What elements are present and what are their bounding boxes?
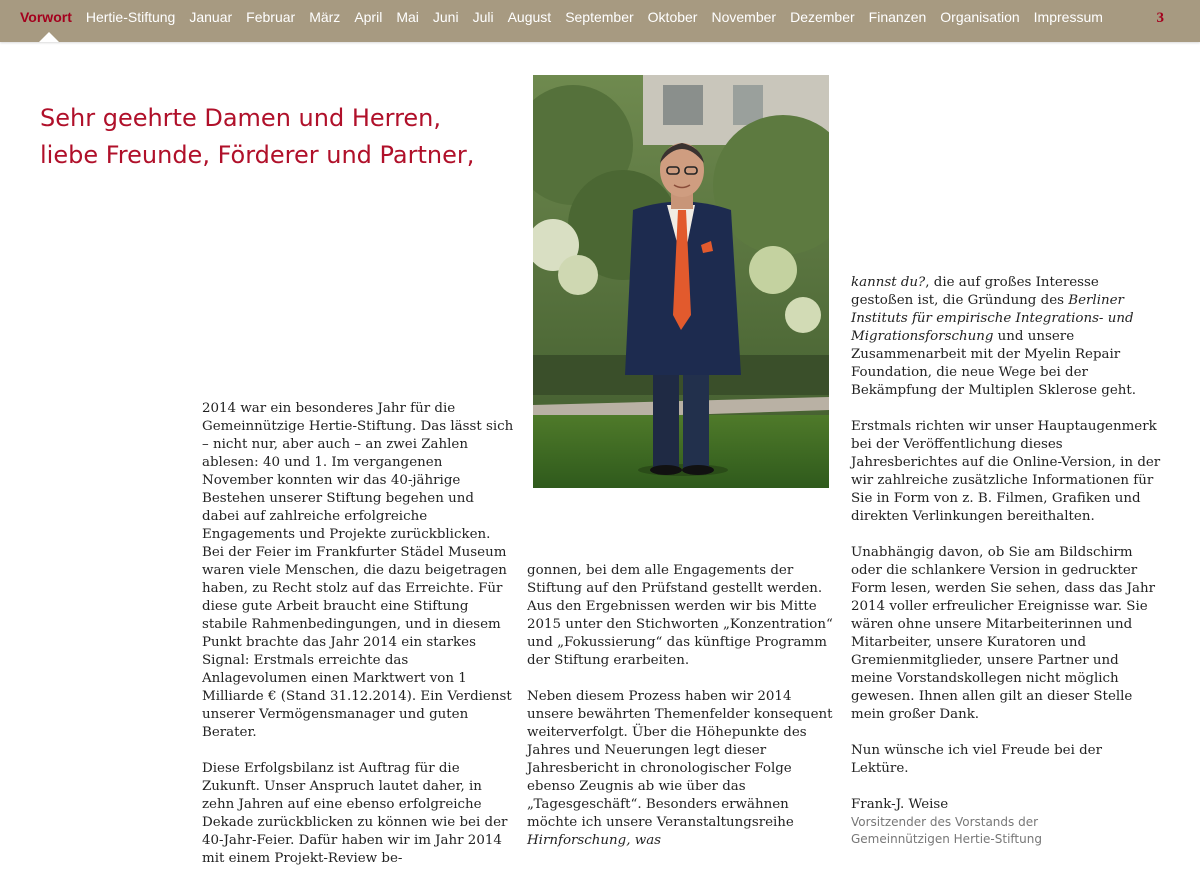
nav-item-impressum[interactable]: Impressum — [1033, 9, 1103, 25]
column2-paragraph-2-text: Neben diesem Prozess haben wir 2014 unsere bewährten Themenfelder konsequent weiterverfolgt. Über die Höhepunkte des Jahres und Neuerungen legt dieser Jahresbericht in chronologischer Folge ebenso Zeugnis ab wie über das „Tagesgeschäft“. Besonders erwähnen möchte ich unsere Veranstaltungsreihe — [527, 689, 833, 830]
portrait-photo — [533, 75, 829, 488]
nav-menu — [20, 0, 1117, 34]
column2-paragraph-2-italic: Hirnforschung, was — [527, 833, 662, 848]
nav-item-organisation[interactable]: Organisation — [940, 9, 1020, 25]
text-column-1 — [202, 400, 514, 886]
nav-item-juli[interactable]: Juli — [472, 9, 494, 25]
text-column-3 — [851, 274, 1163, 866]
column1-paragraph-2: Diese Erfolgsbilanz ist Auftrag für die Zukunft. Unser Anspruch lautet daher, in zehn Jahren auf eine ebenso erfolgreiche Dekade zurückblicken zu können wie bei der 40-Jahr-Feier. Dafür haben wir im Jahr 2014 mit einem Projekt-Review be- — [202, 761, 508, 866]
signature-title-line-2: Gemeinnützigen Hertie-Stiftung — [851, 832, 1042, 846]
column1-paragraph-1: 2014 war ein besonderes Jahr für die Gemeinnützige Hertie-Stiftung. Das lässt sich – nicht nur, aber auch – an zwei Zahlen ablesen: 40 und 1. Im vergangenen November konnten wir das 40-jährige Bestehen unserer Stiftung begehen und dabei auf zahlreiche erfolgreiche Engagements und Projekte zurückblicken. Bei der Feier im Frankfurter Städel Museum waren viele Menschen, die dazu beigetragen haben, zu Recht stolz auf das Erreichte. Für diese gute Arbeit braucht eine Stiftung stabile Rahmenbedingungen, und in diesem Punkt brachte das Jahr 2014 ein starkes Signal: Erstmals erreichte das Anlagevolumen einen Marktwert von 1 Milliarde € (Stand 31.12.2014). Ein Verdienst unserer Vermögensmanager und guten Berater. — [202, 401, 514, 740]
portrait-illustration — [533, 75, 829, 488]
signature-title-line-1: Vorsitzender des Vorstands der — [851, 815, 1039, 829]
nav-item-oktober[interactable]: Oktober — [647, 9, 698, 25]
column2-paragraph-1: gonnen, bei dem alle Engagements der Stiftung auf den Prüfstand gestellt werden. Aus den Ergebnissen werden wir bis Mitte 2015 unter den Stichworten „Konzentration“ und „Fokussierung“ das künftige Programm der Stiftung erarbeiten. — [527, 563, 833, 668]
nav-item-november[interactable]: November — [711, 9, 777, 25]
column3-paragraph-1-text-a: , die auf großes Interesse gestoßen ist, die Gründung des — [851, 275, 1099, 308]
nav-item-september[interactable]: September — [565, 9, 634, 25]
nav-item-august[interactable]: August — [507, 9, 552, 25]
column3-paragraph-1-text-b: und unsere Zusammenarbeit mit der Myelin Repair Foundation, die neue Wege bei der Bekämpfung der Multiplen Sklerose geht. — [851, 329, 1137, 398]
signature-block — [851, 796, 1163, 848]
nav-item-vorwort[interactable]: Vorwort — [20, 9, 72, 25]
nav-item-hertie-stiftung[interactable]: Hertie-Stiftung — [85, 9, 176, 25]
column3-paragraph-3: Unabhängig davon, ob Sie am Bildschirm oder die schlankere Version in gedruckter Form lesen, werden Sie sehen, dass das Jahr 2014 voller erfreulicher Ereignisse war. Sie wären ohne unsere Mitarbeiterinnen und Mitarbeiter, unsere Kuratoren und Gremienmitglieder, unsere Partner und meine Vorstandskollegen nicht möglich gewesen. Ihnen allen gilt an dieser Stelle mein großer Dank. — [851, 545, 1156, 722]
nav-item-maerz[interactable]: März — [309, 9, 341, 25]
nav-item-april[interactable]: April — [354, 9, 383, 25]
salutation-line-2: liebe Freunde, Förderer und Partner, — [40, 141, 475, 169]
nav-item-januar[interactable]: Januar — [189, 9, 233, 25]
nav-item-dezember[interactable]: Dezember — [790, 9, 855, 25]
salutation-line-1: Sehr geehrte Damen und Herren, — [40, 104, 442, 132]
column3-paragraph-1 — [851, 274, 1163, 400]
text-column-2 — [527, 562, 835, 868]
column3-paragraph-2: Erstmals richten wir unser Hauptaugenmerk bei der Veröffentlichung dieses Jahresberichtes auf die Online-Version, in der wir zahlreiche zusätzliche Informationen für Sie in Form von z. B. Filmen, Grafiken und direkten Verlinkungen bereithalten. — [851, 419, 1161, 524]
nav-item-februar[interactable]: Februar — [246, 9, 296, 25]
top-navigation-bar — [0, 0, 1200, 42]
signature-name: Frank-J. Weise — [851, 797, 949, 812]
column3-paragraph-4: Nun wünsche ich viel Freude bei der Lektüre. — [851, 743, 1103, 776]
column3-italic-event-name: kannst du? — [851, 275, 926, 290]
page-number: 3 — [1156, 10, 1164, 26]
nav-item-mai[interactable]: Mai — [396, 9, 419, 25]
column3-italic-institute-name: Berliner Instituts für empirische Integrations- und Migrationsforschung — [851, 293, 1134, 344]
column2-paragraph-2 — [527, 688, 835, 850]
nav-item-juni[interactable]: Juni — [432, 9, 459, 25]
active-nav-pointer — [39, 32, 59, 42]
salutation-headline — [40, 100, 520, 174]
nav-item-finanzen[interactable]: Finanzen — [868, 9, 927, 25]
